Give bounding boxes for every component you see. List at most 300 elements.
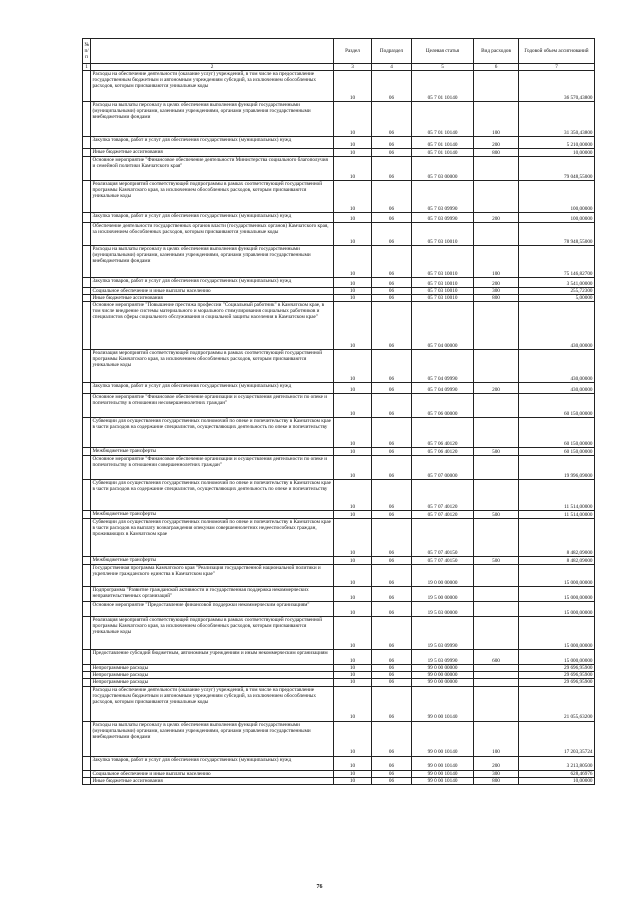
- cell-summa: 29 696,95900: [519, 672, 595, 679]
- cell-summa: 15 000,00000: [519, 587, 595, 602]
- cell-name: Расходы на выплаты персоналу в целях обеспечения выполнения функций государственными (муниципальными) органами, казенными учреждениями, органами управления государственными внебюджетными фондами: [91, 721, 334, 756]
- cell-vid: [474, 480, 519, 511]
- header-num: № п/п: [83, 39, 91, 64]
- cell-celevaya: 99 0 00 10140: [412, 756, 474, 770]
- cell-vid: 100: [474, 721, 519, 756]
- cell-name: Непрограммные расходы: [91, 665, 334, 672]
- cell-name: Расходы на обеспечение деятельности (оказание услуг) учреждений, в том числе на предоставление государственным бюджетным и автономным учреждениям субсидий, за исключением обособленных расходов, которым присваиваются уникальные коды: [91, 686, 334, 721]
- cell-vid: 500: [474, 557, 519, 565]
- cell-podrazdel: 06: [372, 721, 412, 756]
- cell-razdel: 10: [334, 456, 372, 480]
- cell-vid: [474, 672, 519, 679]
- column-index-row: [83, 64, 595, 71]
- cell-summa: 60 150,00000: [519, 448, 595, 456]
- column-index: 5: [412, 64, 474, 71]
- cell-vid: [474, 71, 519, 102]
- cell-celevaya: 05 7 07 40150: [412, 519, 474, 557]
- cell-num: [83, 137, 91, 149]
- cell-celevaya: 05 7 03 10010: [412, 278, 474, 288]
- cell-podrazdel: 06: [372, 665, 412, 672]
- cell-num: [83, 302, 91, 350]
- table-row: [83, 770, 595, 777]
- cell-celevaya: 05 7 03 09990: [412, 181, 474, 213]
- cell-name: Основное мероприятие "Предоставление финансовой поддержки некоммерческим организациям": [91, 602, 334, 617]
- cell-name: Социальное обеспечение и иные выплаты населению: [91, 288, 334, 295]
- cell-celevaya: 05 7 07 40120: [412, 480, 474, 511]
- cell-name: Основное мероприятие "Финансовое обеспечение организации и осуществления деятельности по опеке и попечительству в отношении совершеннолетних граждан": [91, 456, 334, 480]
- cell-podrazdel: 06: [372, 137, 412, 149]
- cell-name: Субвенции для осуществления государственных полномочий по опеке и попечительству в Камчатском крае в части расходов на содержание специалистов, осуществляющих деятельность по опеке и попечительству: [91, 480, 334, 511]
- cell-num: [83, 394, 91, 418]
- cell-summa: 430,00000: [519, 350, 595, 383]
- cell-summa: 8 482,09000: [519, 557, 595, 565]
- cell-num: [83, 448, 91, 456]
- cell-podrazdel: 06: [372, 756, 412, 770]
- cell-vid: [474, 394, 519, 418]
- cell-razdel: 10: [334, 223, 372, 246]
- cell-name: Предоставление субсидий бюджетным, автономным учреждениям и иным некоммерческим организациям: [91, 650, 334, 665]
- cell-num: [83, 565, 91, 587]
- cell-razdel: 10: [334, 278, 372, 288]
- cell-num: [83, 557, 91, 565]
- cell-celevaya: 05 7 07 40150: [412, 557, 474, 565]
- cell-num: [83, 650, 91, 665]
- cell-name: Подпрограмма "Развитие гражданской активности и государственная поддержка некоммерческих неправительственных организаций": [91, 587, 334, 602]
- cell-num: [83, 157, 91, 181]
- cell-vid: [474, 181, 519, 213]
- cell-celevaya: 05 7 07 40120: [412, 511, 474, 519]
- cell-celevaya: 05 7 06 40120: [412, 418, 474, 448]
- cell-razdel: 10: [334, 246, 372, 278]
- cell-summa: 430,00000: [519, 302, 595, 350]
- cell-num: [83, 71, 91, 102]
- cell-vid: [474, 617, 519, 650]
- cell-num: [83, 686, 91, 721]
- cell-name: Расходы на выплаты персоналу в целях обеспечения выполнения функций государственными (муниципальными) органами, казенными учреждениями, органами управления государственными внебюджетными фондами: [91, 102, 334, 137]
- cell-podrazdel: 06: [372, 565, 412, 587]
- cell-razdel: 10: [334, 777, 372, 784]
- cell-vid: [474, 519, 519, 557]
- cell-celevaya: 19 5 00 00000: [412, 587, 474, 602]
- cell-celevaya: 19 5 03 00000: [412, 602, 474, 617]
- cell-name: Расходы на выплаты персоналу в целях обеспечения выполнения функций государственными (муниципальными) органами, казенными учреждениями, органами управления государственными внебюджетными фондами: [91, 246, 334, 278]
- cell-celevaya: 99 0 00 10140: [412, 770, 474, 777]
- cell-podrazdel: 06: [372, 679, 412, 686]
- cell-razdel: 10: [334, 665, 372, 672]
- cell-summa: 5,00000: [519, 295, 595, 302]
- cell-podrazdel: 06: [372, 295, 412, 302]
- budget-table-sheet: [82, 38, 594, 785]
- cell-razdel: 10: [334, 181, 372, 213]
- cell-num: [83, 756, 91, 770]
- cell-name: Закупка товаров, работ и услуг для обеспечения государственных (муниципальных) нужд: [91, 278, 334, 288]
- budget-table: [82, 38, 595, 785]
- cell-vid: 300: [474, 770, 519, 777]
- table-row: [83, 288, 595, 295]
- column-index: 6: [474, 64, 519, 71]
- cell-celevaya: 05 7 03 10010: [412, 246, 474, 278]
- cell-celevaya: 99 0 00 10140: [412, 721, 474, 756]
- cell-name: Непрограммные расходы: [91, 672, 334, 679]
- cell-celevaya: 05 7 03 09990: [412, 213, 474, 223]
- cell-num: [83, 721, 91, 756]
- cell-razdel: 10: [334, 448, 372, 456]
- cell-vid: 500: [474, 448, 519, 456]
- cell-celevaya: 05 7 06 40120: [412, 448, 474, 456]
- table-row: [83, 511, 595, 519]
- cell-name: Межбюджетные трансферты: [91, 448, 334, 456]
- cell-name: Непрограммные расходы: [91, 679, 334, 686]
- cell-celevaya: 05 7 01 10140: [412, 102, 474, 137]
- cell-razdel: 10: [334, 383, 372, 394]
- cell-razdel: 10: [334, 756, 372, 770]
- cell-razdel: 10: [334, 137, 372, 149]
- cell-celevaya: 99 0 00 00000: [412, 679, 474, 686]
- cell-vid: 200: [474, 756, 519, 770]
- cell-celevaya: 05 7 01 10140: [412, 149, 474, 157]
- cell-vid: 500: [474, 511, 519, 519]
- cell-podrazdel: 06: [372, 650, 412, 665]
- cell-name: Закупка товаров, работ и услуг для обеспечения государственных (муниципальных) нужд: [91, 213, 334, 223]
- cell-name: Обеспечение деятельности государственных органов власти (государственных органов) Камчатского края, за исключением обособленных расходов, которым присваиваются уникальные коды: [91, 223, 334, 246]
- cell-num: [83, 456, 91, 480]
- cell-summa: 3 541,00000: [519, 278, 595, 288]
- cell-razdel: 10: [334, 770, 372, 777]
- cell-podrazdel: 06: [372, 777, 412, 784]
- table-row: [83, 383, 595, 394]
- cell-razdel: 10: [334, 418, 372, 448]
- cell-celevaya: 05 7 03 00000: [412, 157, 474, 181]
- cell-podrazdel: 06: [372, 686, 412, 721]
- cell-razdel: 10: [334, 679, 372, 686]
- cell-podrazdel: 06: [372, 213, 412, 223]
- cell-num: [83, 246, 91, 278]
- cell-summa: 15 000,00000: [519, 650, 595, 665]
- cell-num: [83, 278, 91, 288]
- cell-celevaya: 05 7 03 10010: [412, 295, 474, 302]
- cell-podrazdel: 06: [372, 383, 412, 394]
- cell-celevaya: 05 7 03 10010: [412, 223, 474, 246]
- cell-razdel: 10: [334, 721, 372, 756]
- cell-vid: 200: [474, 137, 519, 149]
- cell-num: [83, 602, 91, 617]
- cell-num: [83, 350, 91, 383]
- cell-razdel: 10: [334, 650, 372, 665]
- cell-celevaya: 99 0 00 00000: [412, 665, 474, 672]
- cell-podrazdel: 06: [372, 302, 412, 350]
- cell-name: Иные бюджетные ассигнования: [91, 295, 334, 302]
- cell-summa: 10,00000: [519, 149, 595, 157]
- cell-name: Иные бюджетные ассигнования: [91, 777, 334, 784]
- cell-summa: 15 000,00000: [519, 565, 595, 587]
- table-row: [83, 223, 595, 246]
- table-row: [83, 756, 595, 770]
- table-row: [83, 181, 595, 213]
- header-row: [83, 39, 595, 64]
- table-row: [83, 157, 595, 181]
- cell-num: [83, 213, 91, 223]
- table-row: [83, 394, 595, 418]
- cell-razdel: 10: [334, 672, 372, 679]
- column-index: 1: [83, 64, 91, 71]
- cell-name: Субвенции для осуществления государственных полномочий по опеке и попечительству в Камчатском крае в части расходов на содержание специалистов, осуществляющих деятельность по опеке и попечительству: [91, 418, 334, 448]
- cell-summa: 29 696,95900: [519, 679, 595, 686]
- cell-razdel: 10: [334, 557, 372, 565]
- cell-summa: 5 210,00000: [519, 137, 595, 149]
- cell-celevaya: 05 7 01 10140: [412, 137, 474, 149]
- cell-num: [83, 519, 91, 557]
- cell-celevaya: 99 0 00 00000: [412, 672, 474, 679]
- cell-razdel: 10: [334, 394, 372, 418]
- cell-summa: 79 048,55000: [519, 157, 595, 181]
- cell-podrazdel: 06: [372, 288, 412, 295]
- table-row: [83, 480, 595, 511]
- cell-podrazdel: 06: [372, 246, 412, 278]
- cell-summa: 100,00000: [519, 213, 595, 223]
- cell-summa: 15 000,00000: [519, 617, 595, 650]
- cell-summa: 19 996,09000: [519, 456, 595, 480]
- cell-razdel: 10: [334, 602, 372, 617]
- table-row: [83, 350, 595, 383]
- header-podrazdel: Подраздел: [372, 39, 412, 64]
- cell-podrazdel: 06: [372, 519, 412, 557]
- cell-num: [83, 223, 91, 246]
- cell-podrazdel: 06: [372, 617, 412, 650]
- table-row: [83, 295, 595, 302]
- cell-podrazdel: 06: [372, 480, 412, 511]
- table-row: [83, 137, 595, 149]
- cell-celevaya: 19 5 03 09990: [412, 617, 474, 650]
- cell-razdel: 10: [334, 157, 372, 181]
- cell-summa: 10,00000: [519, 777, 595, 784]
- table-row: [83, 149, 595, 157]
- cell-num: [83, 149, 91, 157]
- table-row: [83, 617, 595, 650]
- cell-vid: 600: [474, 650, 519, 665]
- cell-razdel: 10: [334, 519, 372, 557]
- cell-num: [83, 672, 91, 679]
- cell-summa: 36 570,43800: [519, 71, 595, 102]
- cell-num: [83, 102, 91, 137]
- cell-num: [83, 511, 91, 519]
- table-row: [83, 71, 595, 102]
- column-index: 3: [334, 64, 372, 71]
- cell-num: [83, 181, 91, 213]
- cell-summa: 11 514,00000: [519, 480, 595, 511]
- cell-vid: [474, 350, 519, 383]
- cell-summa: 8 482,09000: [519, 519, 595, 557]
- cell-podrazdel: 06: [372, 157, 412, 181]
- cell-podrazdel: 06: [372, 278, 412, 288]
- cell-razdel: 10: [334, 617, 372, 650]
- cell-vid: [474, 602, 519, 617]
- cell-summa: 11 514,00000: [519, 511, 595, 519]
- cell-vid: [474, 686, 519, 721]
- cell-podrazdel: 06: [372, 223, 412, 246]
- cell-celevaya: 05 7 04 09990: [412, 383, 474, 394]
- cell-vid: 100: [474, 246, 519, 278]
- cell-name: Иные бюджетные ассигнования: [91, 149, 334, 157]
- cell-vid: 800: [474, 149, 519, 157]
- cell-name: Межбюджетные трансферты: [91, 511, 334, 519]
- cell-vid: [474, 679, 519, 686]
- cell-celevaya: 19 0 00 00000: [412, 565, 474, 587]
- cell-celevaya: 05 7 04 00000: [412, 302, 474, 350]
- cell-vid: [474, 565, 519, 587]
- table-row: [83, 302, 595, 350]
- cell-podrazdel: 06: [372, 181, 412, 213]
- cell-name: Межбюджетные трансферты: [91, 557, 334, 565]
- column-index: 4: [372, 64, 412, 71]
- cell-name: Реализация мероприятий соответствующей подпрограммы в рамках соответствующей государственной программы Камчатского края, за исключением обособленных расходов, которым присваиваются уникальные коды: [91, 350, 334, 383]
- cell-summa: 60 150,00000: [519, 418, 595, 448]
- cell-podrazdel: 06: [372, 456, 412, 480]
- table-row: [83, 557, 595, 565]
- table-row: [83, 278, 595, 288]
- cell-num: [83, 665, 91, 672]
- cell-num: [83, 770, 91, 777]
- table-row: [83, 679, 595, 686]
- cell-razdel: 10: [334, 302, 372, 350]
- cell-razdel: 10: [334, 511, 372, 519]
- cell-razdel: 10: [334, 213, 372, 223]
- cell-summa: 255,72300: [519, 288, 595, 295]
- cell-celevaya: 05 7 06 00000: [412, 394, 474, 418]
- table-row: [83, 456, 595, 480]
- cell-vid: 800: [474, 295, 519, 302]
- cell-razdel: 10: [334, 480, 372, 511]
- cell-podrazdel: 06: [372, 149, 412, 157]
- cell-podrazdel: 06: [372, 350, 412, 383]
- cell-vid: 100: [474, 102, 519, 137]
- page-number: 76: [316, 884, 323, 890]
- cell-vid: [474, 418, 519, 448]
- column-index: 7: [519, 64, 595, 71]
- cell-podrazdel: 06: [372, 394, 412, 418]
- cell-razdel: 10: [334, 288, 372, 295]
- cell-summa: 21 055,63200: [519, 686, 595, 721]
- table-row: [83, 213, 595, 223]
- header-vid: Вид расходов: [474, 39, 519, 64]
- table-row: [83, 565, 595, 587]
- table-row: [83, 246, 595, 278]
- cell-name: Государственная программа Камчатского края "Реализация государственной национальной политики и укрепление гражданского единства в Камчатском крае": [91, 565, 334, 587]
- header-name: [91, 39, 334, 64]
- cell-vid: [474, 665, 519, 672]
- cell-name: Субвенции для осуществления государственных полномочий по опеке и попечительству в Камчатском крае в части расходов на выплату вознаграждения опекунам совершеннолетних недееспособных граждан, проживающих в Камчатском крае: [91, 519, 334, 557]
- cell-name: Реализация мероприятий соответствующей подпрограммы в рамках соответствующей государственной программы Камчатского края, за исключением обособленных расходов, которым присваиваются уникальные коды: [91, 617, 334, 650]
- table-row: [83, 448, 595, 456]
- table-row: [83, 602, 595, 617]
- cell-num: [83, 295, 91, 302]
- cell-num: [83, 587, 91, 602]
- cell-name: Социальное обеспечение и иные выплаты населению: [91, 770, 334, 777]
- table-row: [83, 672, 595, 679]
- cell-podrazdel: 06: [372, 511, 412, 519]
- cell-vid: [474, 302, 519, 350]
- cell-num: [83, 288, 91, 295]
- cell-podrazdel: 06: [372, 102, 412, 137]
- cell-num: [83, 480, 91, 511]
- table-row: [83, 418, 595, 448]
- cell-vid: [474, 223, 519, 246]
- cell-summa: 78 948,55000: [519, 223, 595, 246]
- cell-vid: [474, 157, 519, 181]
- cell-celevaya: 19 5 03 09990: [412, 650, 474, 665]
- cell-summa: 3 213,80500: [519, 756, 595, 770]
- table-row: [83, 721, 595, 756]
- cell-podrazdel: 06: [372, 71, 412, 102]
- cell-razdel: 10: [334, 587, 372, 602]
- cell-num: [83, 383, 91, 394]
- cell-num: [83, 418, 91, 448]
- cell-razdel: 10: [334, 71, 372, 102]
- cell-name: Расходы на обеспечение деятельности (оказание услуг) учреждений, в том числе на предоставление государственным бюджетным и автономным учреждениям субсидий, за исключением обособленных расходов, которым присваиваются уникальные коды: [91, 71, 334, 102]
- cell-vid: [474, 456, 519, 480]
- cell-podrazdel: 06: [372, 587, 412, 602]
- cell-summa: 100,00000: [519, 181, 595, 213]
- cell-name: Основное мероприятие "Повышение престижа профессии "Социальный работник" в Камчатском крае, в том числе внедрение системы материального и морального стимулирования социальных работников и специалистов сферы социального обслуживания и социальной защиты населения в Камчатском крае": [91, 302, 334, 350]
- cell-razdel: 10: [334, 565, 372, 587]
- cell-vid: 200: [474, 383, 519, 394]
- cell-name: Закупка товаров, работ и услуг для обеспечения государственных (муниципальных) нужд: [91, 756, 334, 770]
- table-row: [83, 102, 595, 137]
- cell-vid: 200: [474, 213, 519, 223]
- cell-podrazdel: 06: [372, 672, 412, 679]
- cell-razdel: 10: [334, 686, 372, 721]
- cell-vid: 300: [474, 288, 519, 295]
- cell-num: [83, 679, 91, 686]
- cell-summa: 75 146,82700: [519, 246, 595, 278]
- header-summa: Годовой объем ассигнований: [519, 39, 595, 64]
- cell-summa: 60 150,00000: [519, 394, 595, 418]
- cell-name: Закупка товаров, работ и услуг для обеспечения государственных (муниципальных) нужд: [91, 383, 334, 394]
- cell-razdel: 10: [334, 102, 372, 137]
- table-row: [83, 650, 595, 665]
- table-row: [83, 519, 595, 557]
- cell-celevaya: 05 7 04 09990: [412, 350, 474, 383]
- cell-celevaya: 99 0 00 10140: [412, 686, 474, 721]
- cell-podrazdel: 06: [372, 557, 412, 565]
- cell-razdel: 10: [334, 149, 372, 157]
- cell-num: [83, 617, 91, 650]
- cell-celevaya: 99 0 00 10140: [412, 777, 474, 784]
- table-row: [83, 587, 595, 602]
- cell-razdel: 10: [334, 350, 372, 383]
- cell-summa: 15 000,00000: [519, 602, 595, 617]
- header-razdel: Раздел: [334, 39, 372, 64]
- cell-summa: 430,00000: [519, 383, 595, 394]
- cell-celevaya: 05 7 07 00000: [412, 456, 474, 480]
- cell-name: Основное мероприятие "Финансовое обеспечение организации и осуществления деятельности по опеке и попечительству в отношении несовершеннолетних граждан": [91, 394, 334, 418]
- cell-podrazdel: 06: [372, 418, 412, 448]
- cell-summa: 29 696,95900: [519, 665, 595, 672]
- table-body: [83, 71, 595, 785]
- cell-summa: 17 203,35724: [519, 721, 595, 756]
- cell-celevaya: 05 7 01 10140: [412, 71, 474, 102]
- cell-podrazdel: 06: [372, 602, 412, 617]
- cell-vid: [474, 587, 519, 602]
- table-row: [83, 686, 595, 721]
- cell-summa: 628,46976: [519, 770, 595, 777]
- cell-name: Реализация мероприятий соответствующей подпрограммы в рамках соответствующей государственной программы Камчатского края, за исключением обособленных расходов, которым присваиваются уникальные коды: [91, 181, 334, 213]
- cell-celevaya: 05 7 03 10010: [412, 288, 474, 295]
- cell-name: Закупка товаров, работ и услуг для обеспечения государственных (муниципальных) нужд: [91, 137, 334, 149]
- cell-vid: 800: [474, 777, 519, 784]
- cell-name: Основное мероприятие "Финансовое обеспечение деятельности Министерства социального благополучия и семейной политики Камчатского края": [91, 157, 334, 181]
- table-row: [83, 777, 595, 784]
- cell-vid: 200: [474, 278, 519, 288]
